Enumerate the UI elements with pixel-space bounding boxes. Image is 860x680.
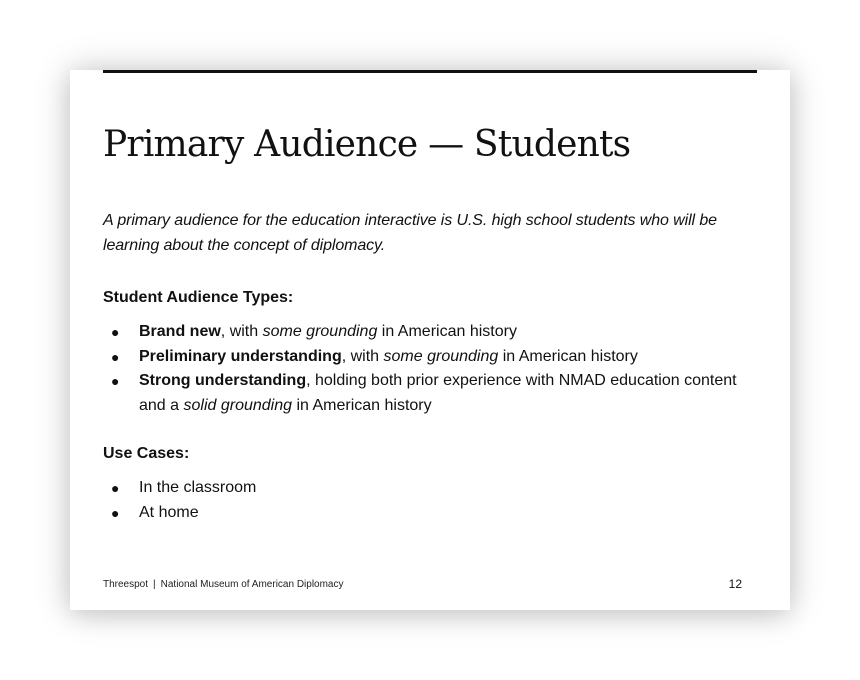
list-item xyxy=(103,345,753,370)
item-text: , with xyxy=(220,323,263,340)
footer-separator: | xyxy=(153,579,156,590)
bullet-icon: ● xyxy=(111,480,120,496)
item-text: in American history xyxy=(498,347,638,365)
bullet-icon: ● xyxy=(111,348,120,365)
bullet-icon: ● xyxy=(111,504,120,521)
list-item xyxy=(103,320,753,345)
item-text: in American history xyxy=(292,396,432,414)
footer xyxy=(103,579,344,591)
page-number: 12 xyxy=(728,577,742,591)
intro-paragraph: A primary audience for the education interactive is U.S. high school students who will be learning about the concept of diplomacy. xyxy=(103,212,717,254)
item-bold-label: Brand new xyxy=(139,323,221,340)
item-text: , with xyxy=(341,347,384,365)
item-italic-text: solid grounding xyxy=(183,396,293,414)
item-text: in American history xyxy=(377,323,517,340)
bullet-icon: ● xyxy=(111,324,120,340)
top-rule xyxy=(103,70,757,73)
slide xyxy=(70,70,790,610)
item-italic-text: some grounding xyxy=(262,323,378,340)
list-item xyxy=(103,369,753,418)
student-types-heading: Student Audience Types: xyxy=(103,289,294,306)
item-bold-label: Strong understanding xyxy=(139,372,307,389)
use-cases-list xyxy=(103,476,753,525)
item-italic-text: some grounding xyxy=(383,347,499,365)
item-text: , holding both prior experience with NMAD education content and a xyxy=(139,372,737,414)
bullet-icon: ● xyxy=(111,373,120,389)
item-text: At home xyxy=(139,503,199,521)
slide-title: Primary Audience — Students xyxy=(103,124,631,165)
list-item xyxy=(103,476,753,501)
list-item xyxy=(103,501,753,526)
item-text: In the classroom xyxy=(139,479,257,496)
footer-company: Threespot xyxy=(103,579,149,590)
footer-client: National Museum of American Diplomacy xyxy=(160,579,344,590)
item-bold-label: Preliminary understanding xyxy=(139,347,342,365)
student-types-list xyxy=(103,320,753,418)
use-cases-heading: Use Cases: xyxy=(103,445,190,462)
